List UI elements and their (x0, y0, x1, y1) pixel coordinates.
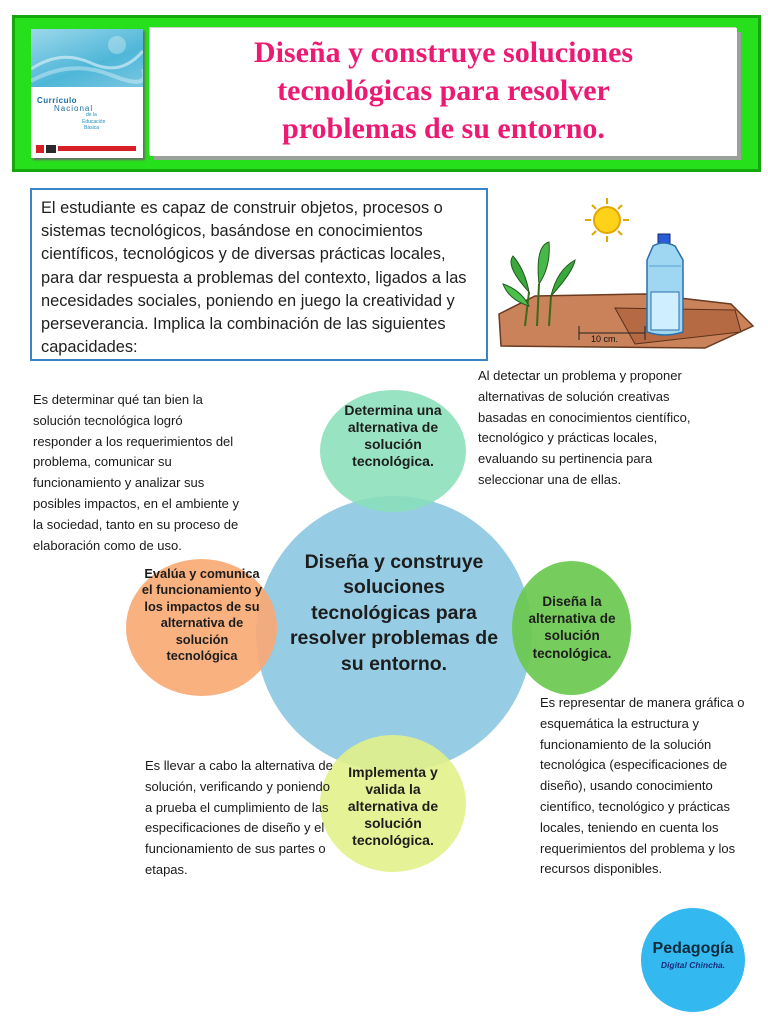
top-circle-label: Determina una alternativa de solución tecnológica. (344, 402, 442, 469)
bottle-icon (647, 234, 683, 335)
description-determine: Al detectar un problema y proponer alternativas de solución creativas basadas en conocimientos científico, tecnológico y prácticas locales, evaluando su pertinencia para seleccionar una de ellas. (478, 368, 691, 487)
book-title-2: Nacional (54, 104, 94, 113)
logo-subtitle: Digital Chincha. (660, 960, 726, 970)
book-ministry-bar (58, 146, 136, 151)
left-circle-label: Evalúa y comunica el funcionamiento y los impactos de su alternativa de solución tecnológica (141, 566, 263, 664)
bottom-circle-label: Implementa y valida la alternativa de solución tecnológica. (347, 764, 439, 848)
description-design: Es representar de manera gráfica o esquemática la estructura y funcionamiento de la solución tecnológica (especificaciones de diseño), usando conocimiento científico, tecnológico y prácticas locales, teniendo en cuenta los requerimientos del problema y los recursos disponibles. (540, 695, 745, 877)
book-subtitle-2: Educación (82, 119, 106, 125)
book-subtitle-1: de la (86, 112, 97, 118)
intro-text: El estudiante es capaz de construir objetos, procesos o sistemas tecnológicos, basándose en conocimientos científicos, tecnológicos y de diversas prácticas locales, para dar respuesta a problemas del contexto, ligados a las necesidades sociales, poniendo en juego la creatividad y perseverancia. Implica la combinación de las siguientes capacidades: (41, 199, 467, 357)
center-circle-label: Diseña y construye soluciones tecnológicas para resolver problemas de su entorno. (289, 551, 499, 675)
measure-label: 10 cm. (591, 334, 619, 344)
book-subtitle-3: Básica (84, 125, 100, 131)
right-circle-label: Diseña la alternativa de solución tecnológica. (528, 594, 616, 661)
title-line-1: Diseña y construye soluciones (253, 36, 634, 69)
description-evaluate: Es determinar qué tan bien la solución tecnológica logró responder a los requerimientos del problema, comunicar su funcionamiento y analizar sus posibles impactos, en el ambiente y la sociedad, tanto en su proceso de elaboración como de uso. (33, 392, 239, 553)
sun-icon (585, 198, 629, 242)
book-title-1: Currículo (37, 96, 78, 105)
page-title (150, 34, 737, 148)
title-line-2: tecnológicas para resolver (277, 74, 610, 107)
description-implement: Es llevar a cabo la alternativa de solución, verificando y poniendo a prueba el cumplimiento de las especificaciones de diseño y el funcionamiento de sus partes o etapas. (145, 758, 333, 877)
book-flag-icon (36, 145, 44, 153)
book-shield-icon (46, 145, 56, 153)
logo-title: Pedagogía (652, 940, 734, 957)
plant-bottle-illustration (495, 196, 755, 358)
book-cover-pattern (31, 29, 143, 87)
title-line-3: problemas de su entorno. (282, 112, 605, 145)
